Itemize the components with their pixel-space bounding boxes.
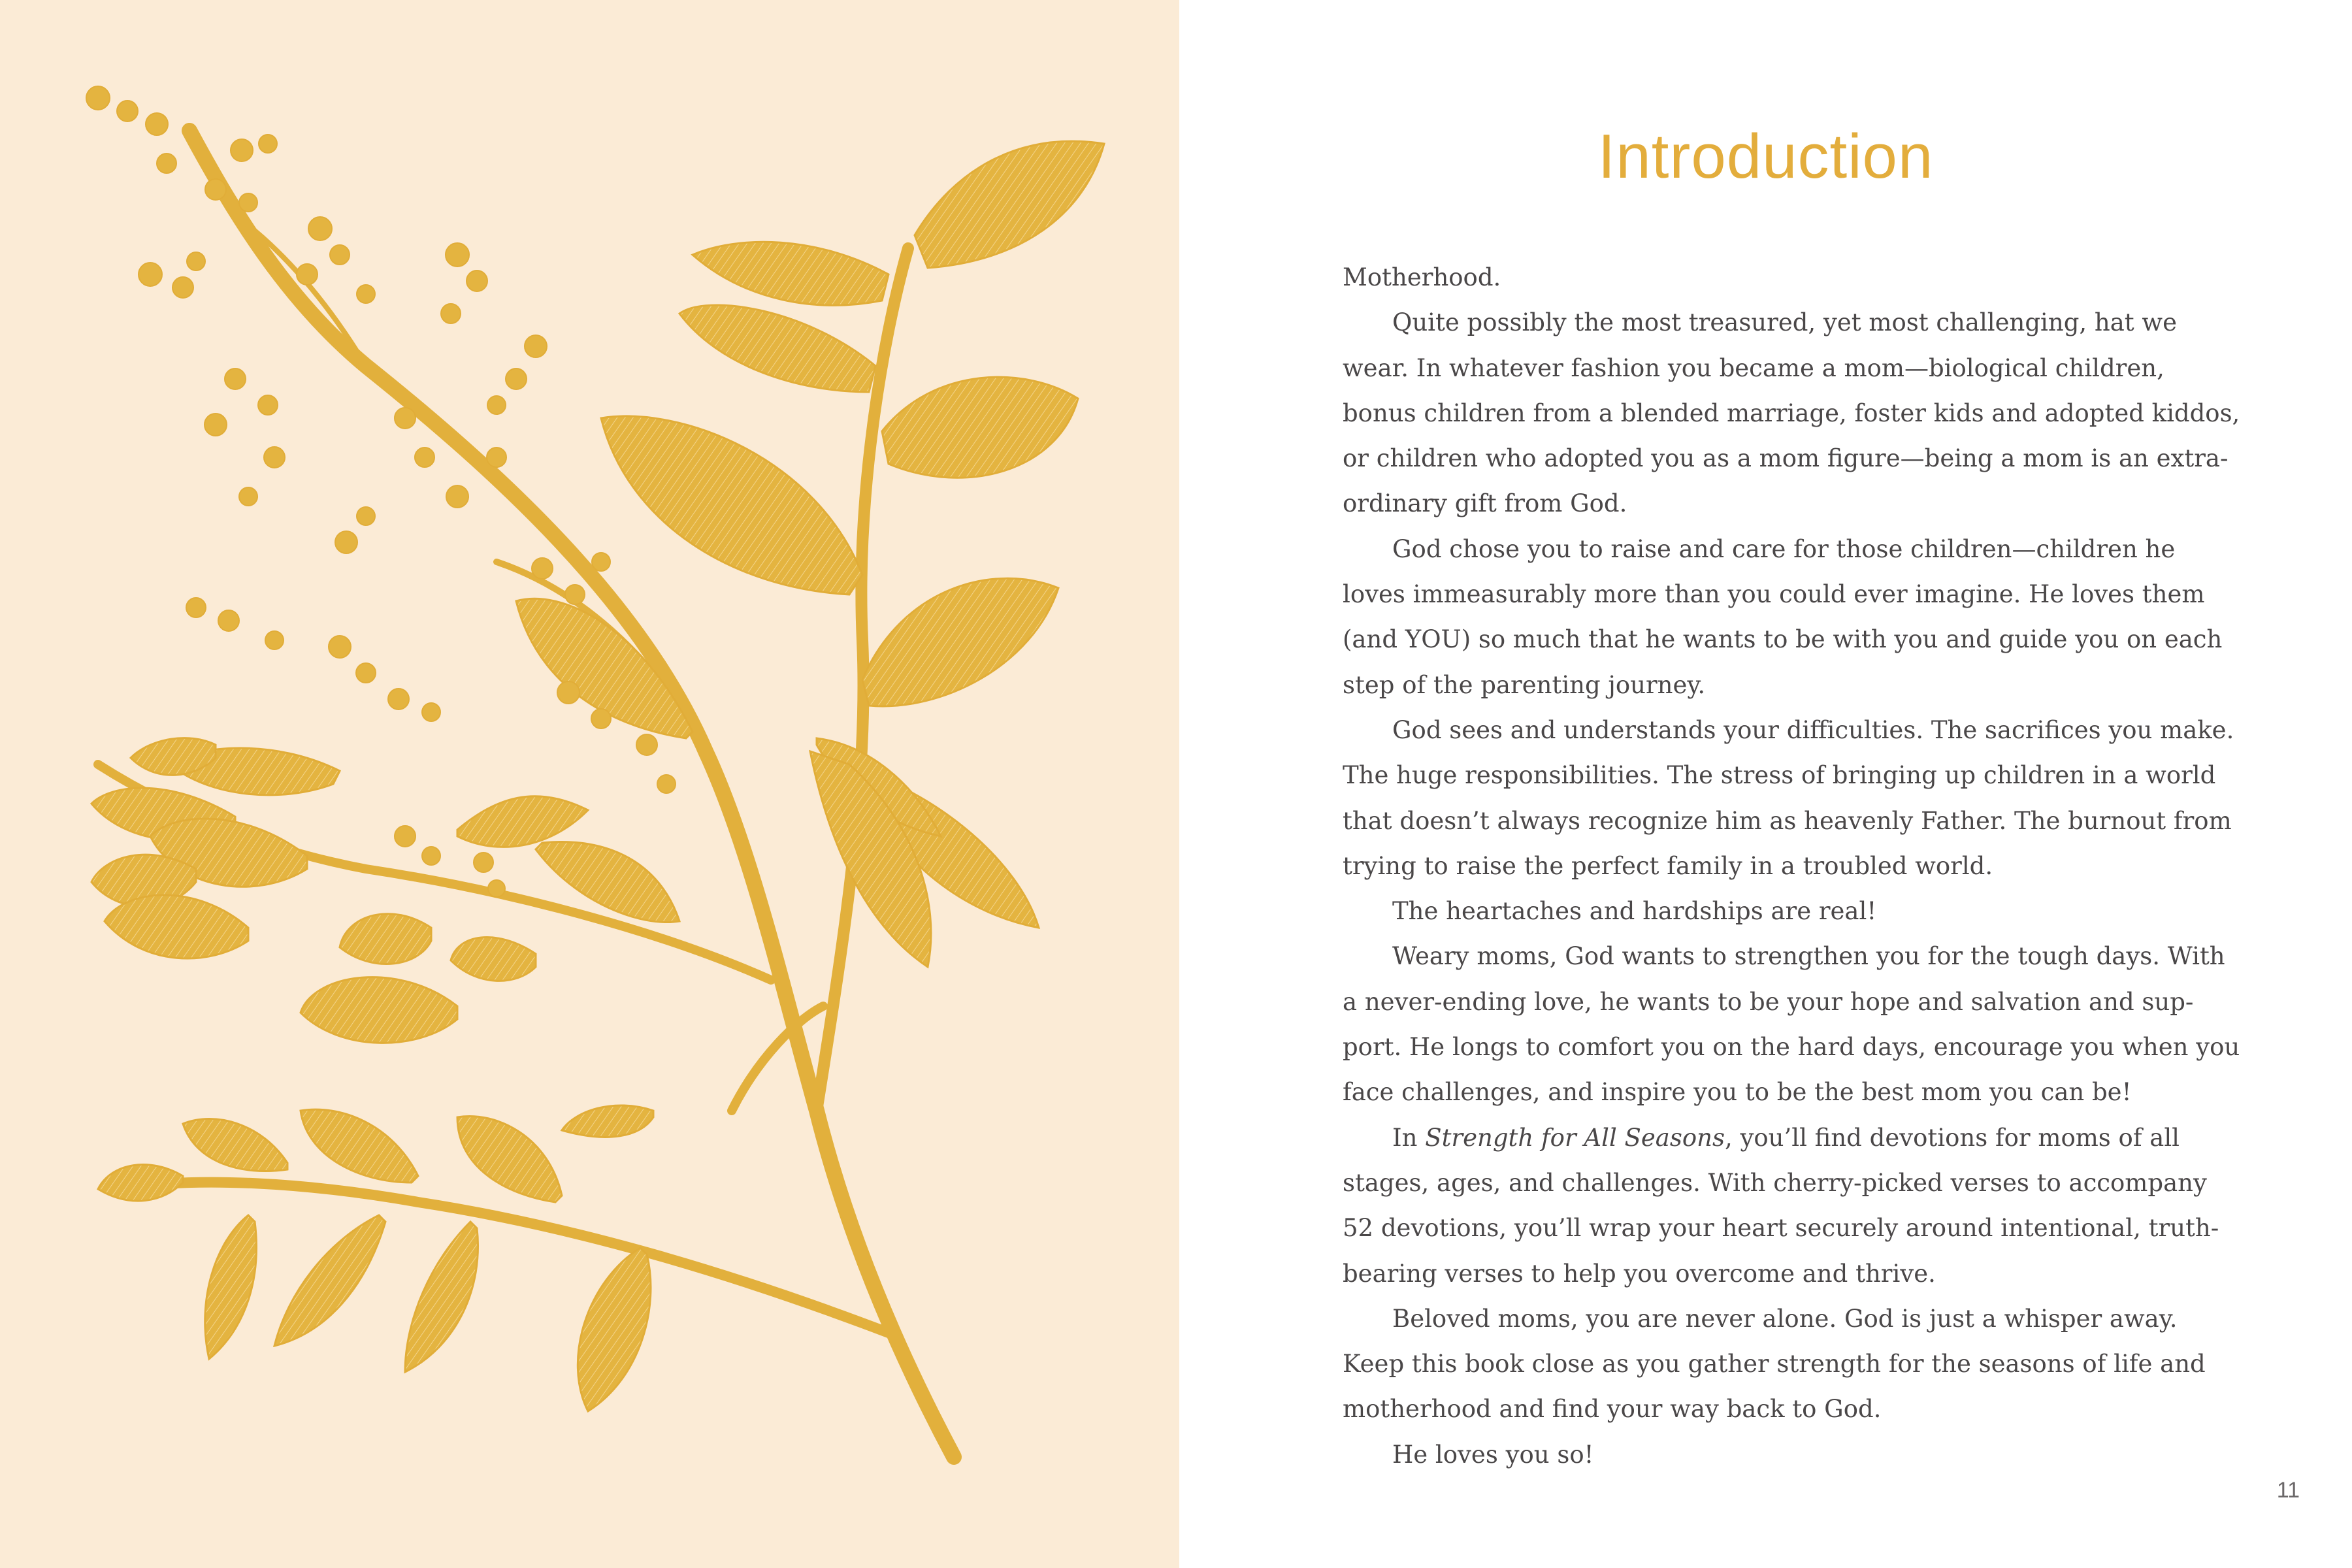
text-page (1179, 0, 2352, 1568)
body-line: ordinary gift from God. (1343, 489, 1627, 518)
body-line: The huge responsibilities. The stress of bringing up children in a world (1343, 761, 2216, 790)
body-line: a never-ending love, he wants to be your hope and salvation and sup- (1343, 987, 2194, 1016)
book-title: Strength for All Seasons (1425, 1123, 1725, 1152)
body-line: The heartaches and hardships are real! (1392, 897, 1877, 926)
body-line: step of the parenting journey. (1343, 670, 1706, 699)
introduction-body (1343, 255, 2244, 1477)
body-line: Weary moms, God wants to strengthen you for the tough days. With (1392, 942, 2225, 971)
body-line: port. He longs to comfort you on the hard days, encourage you when you (1343, 1033, 2240, 1062)
body-line: He loves you so! (1392, 1440, 1594, 1469)
body-line-book-title (1343, 1115, 2244, 1160)
body-line: Keep this book close as you gather strength for the seasons of life and (1343, 1350, 2206, 1379)
body-line: face challenges, and inspire you to be the best mom you can be! (1343, 1078, 2132, 1107)
page-number: 11 (2276, 1478, 2300, 1503)
line-prefix: In (1392, 1123, 1426, 1152)
body-line: wear. In whatever fashion you became a mom—biological children, (1343, 353, 2164, 382)
body-line: stages, ages, and challenges. With cherry-picked verses to accompany (1343, 1168, 2207, 1197)
body-line: (and YOU) so much that he wants to be with you and guide you on each (1343, 625, 2223, 654)
body-line: Beloved moms, you are never alone. God is just a whisper away. (1392, 1304, 2178, 1333)
line-suffix: , you’ll find devotions for moms of all (1724, 1123, 2180, 1152)
body-line: motherhood and find your way back to God. (1343, 1395, 1882, 1424)
body-line: that doesn’t always recognize him as heavenly Father. The burnout from (1343, 806, 2232, 835)
body-line: loves immeasurably more than you could ever imagine. He loves them (1343, 580, 2205, 609)
body-line: bearing verses to help you overcome and thrive. (1343, 1259, 1936, 1288)
body-line: 52 devotions, you’ll wrap your heart securely around intentional, truth- (1343, 1214, 2219, 1243)
body-line: bonus children from a blended marriage, foster kids and adopted kiddos, (1343, 399, 2240, 427)
body-line: Motherhood. (1343, 263, 1501, 291)
body-line: Quite possibly the most treasured, yet most challenging, hat we (1392, 308, 2177, 337)
body-line: God chose you to raise and care for those children—children he (1392, 534, 2176, 563)
body-line: or children who adopted you as a mom figure—being a mom is an extra- (1343, 444, 2229, 473)
body-line: trying to raise the perfect family in a troubled world. (1343, 851, 1993, 880)
chapter-title: Introduction (1597, 122, 1934, 191)
body-line: God sees and understands your difficulties. The sacrifices you make. (1392, 715, 2234, 744)
